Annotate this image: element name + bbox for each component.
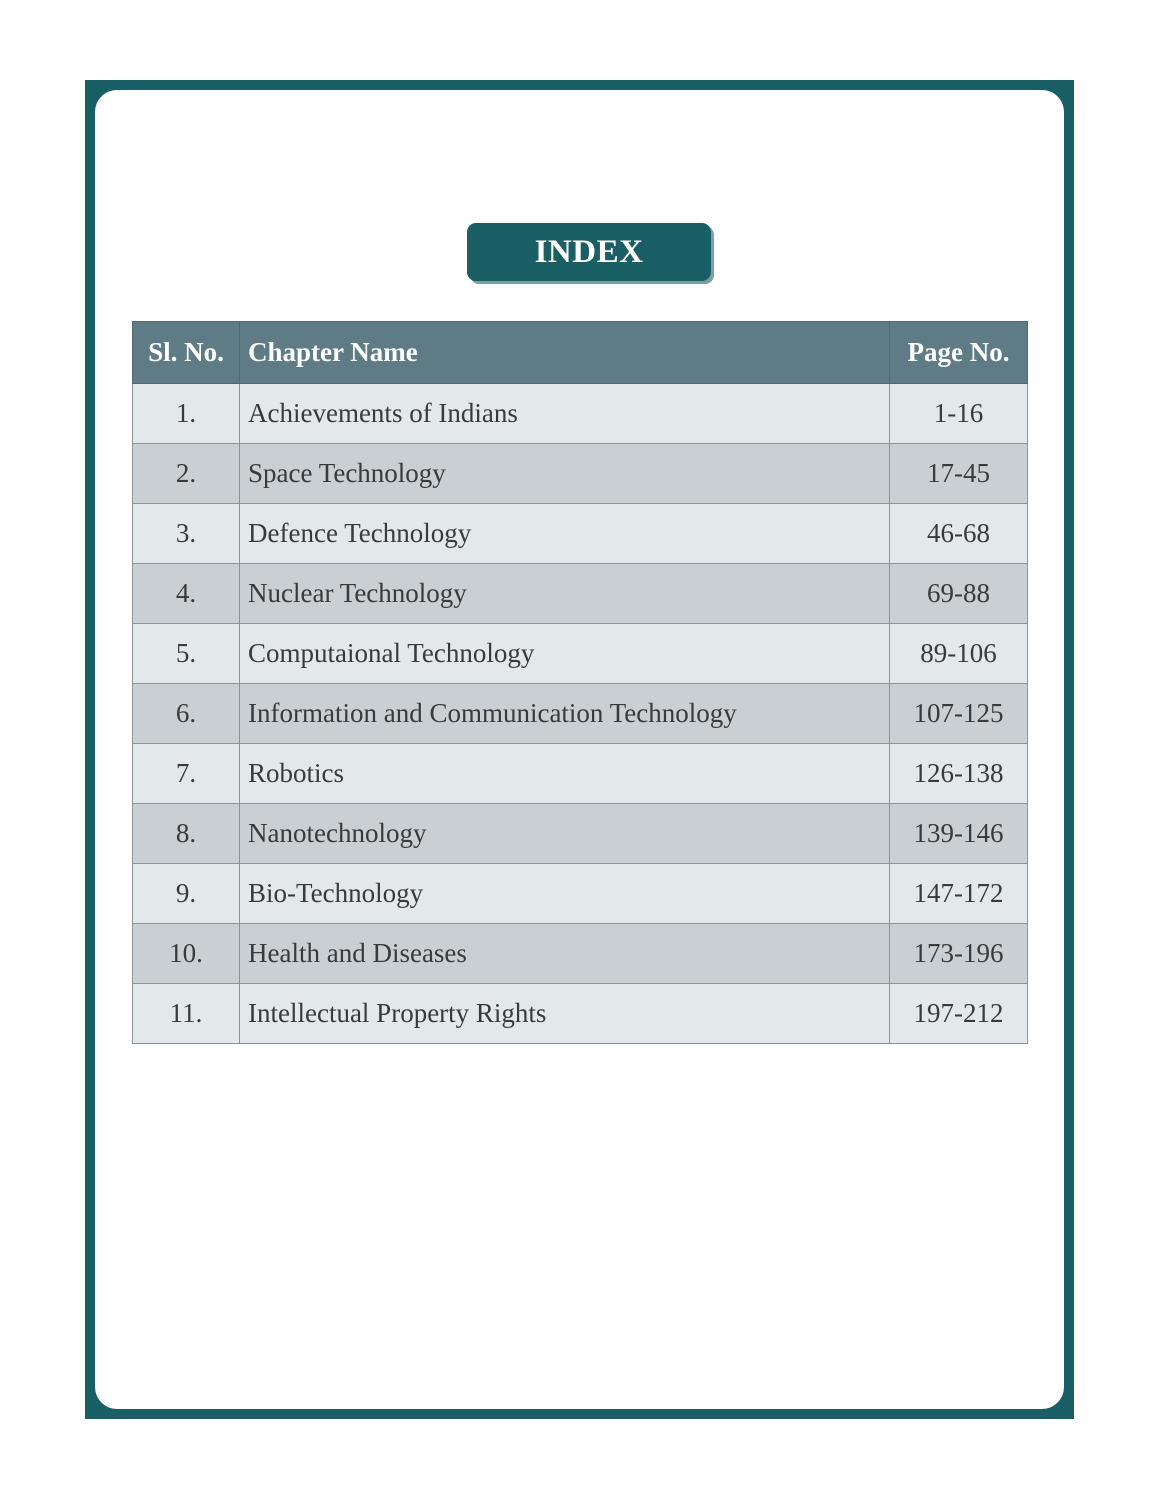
row-page-range: 46-68 [890, 504, 1028, 564]
row-sl-no: 1. [133, 384, 240, 444]
row-page-range: 139-146 [890, 804, 1028, 864]
row-page-range: 107-125 [890, 684, 1028, 744]
row-sl-no: 5. [133, 624, 240, 684]
header-chapter-name: Chapter Name [240, 322, 890, 384]
row-sl-no: 2. [133, 444, 240, 504]
table-row [133, 684, 1028, 744]
row-page-range: 69-88 [890, 564, 1028, 624]
row-chapter-name: Achievements of Indians [240, 384, 890, 444]
row-sl-no: 7. [133, 744, 240, 804]
header-sl-no: Sl. No. [133, 322, 240, 384]
row-chapter-name: Information and Communication Technology [240, 684, 890, 744]
row-sl-no: 4. [133, 564, 240, 624]
table-row [133, 504, 1028, 564]
page-content [95, 90, 1064, 1409]
page-frame [85, 80, 1074, 1419]
row-page-range: 147-172 [890, 864, 1028, 924]
row-page-range: 173-196 [890, 924, 1028, 984]
table-row [133, 744, 1028, 804]
row-sl-no: 6. [133, 684, 240, 744]
row-chapter-name: Nanotechnology [240, 804, 890, 864]
row-chapter-name: Computaional Technology [240, 624, 890, 684]
row-page-range: 126-138 [890, 744, 1028, 804]
row-sl-no: 11. [133, 984, 240, 1044]
row-sl-no: 3. [133, 504, 240, 564]
table-row [133, 624, 1028, 684]
row-sl-no: 10. [133, 924, 240, 984]
table-row [133, 864, 1028, 924]
row-page-range: 17-45 [890, 444, 1028, 504]
row-sl-no: 9. [133, 864, 240, 924]
row-sl-no: 8. [133, 804, 240, 864]
table-row [133, 804, 1028, 864]
row-chapter-name: Health and Diseases [240, 924, 890, 984]
table-row [133, 444, 1028, 504]
table-header-row [133, 322, 1028, 384]
index-title: INDEX [467, 223, 711, 281]
row-chapter-name: Nuclear Technology [240, 564, 890, 624]
row-chapter-name: Bio-Technology [240, 864, 890, 924]
row-page-range: 89-106 [890, 624, 1028, 684]
table-row [133, 984, 1028, 1044]
table-row [133, 564, 1028, 624]
table-row [133, 924, 1028, 984]
table-row [133, 384, 1028, 444]
row-chapter-name: Space Technology [240, 444, 890, 504]
row-chapter-name: Intellectual Property Rights [240, 984, 890, 1044]
row-chapter-name: Defence Technology [240, 504, 890, 564]
row-page-range: 197-212 [890, 984, 1028, 1044]
row-chapter-name: Robotics [240, 744, 890, 804]
header-page-no: Page No. [890, 322, 1028, 384]
row-page-range: 1-16 [890, 384, 1028, 444]
index-table [132, 321, 1028, 1044]
